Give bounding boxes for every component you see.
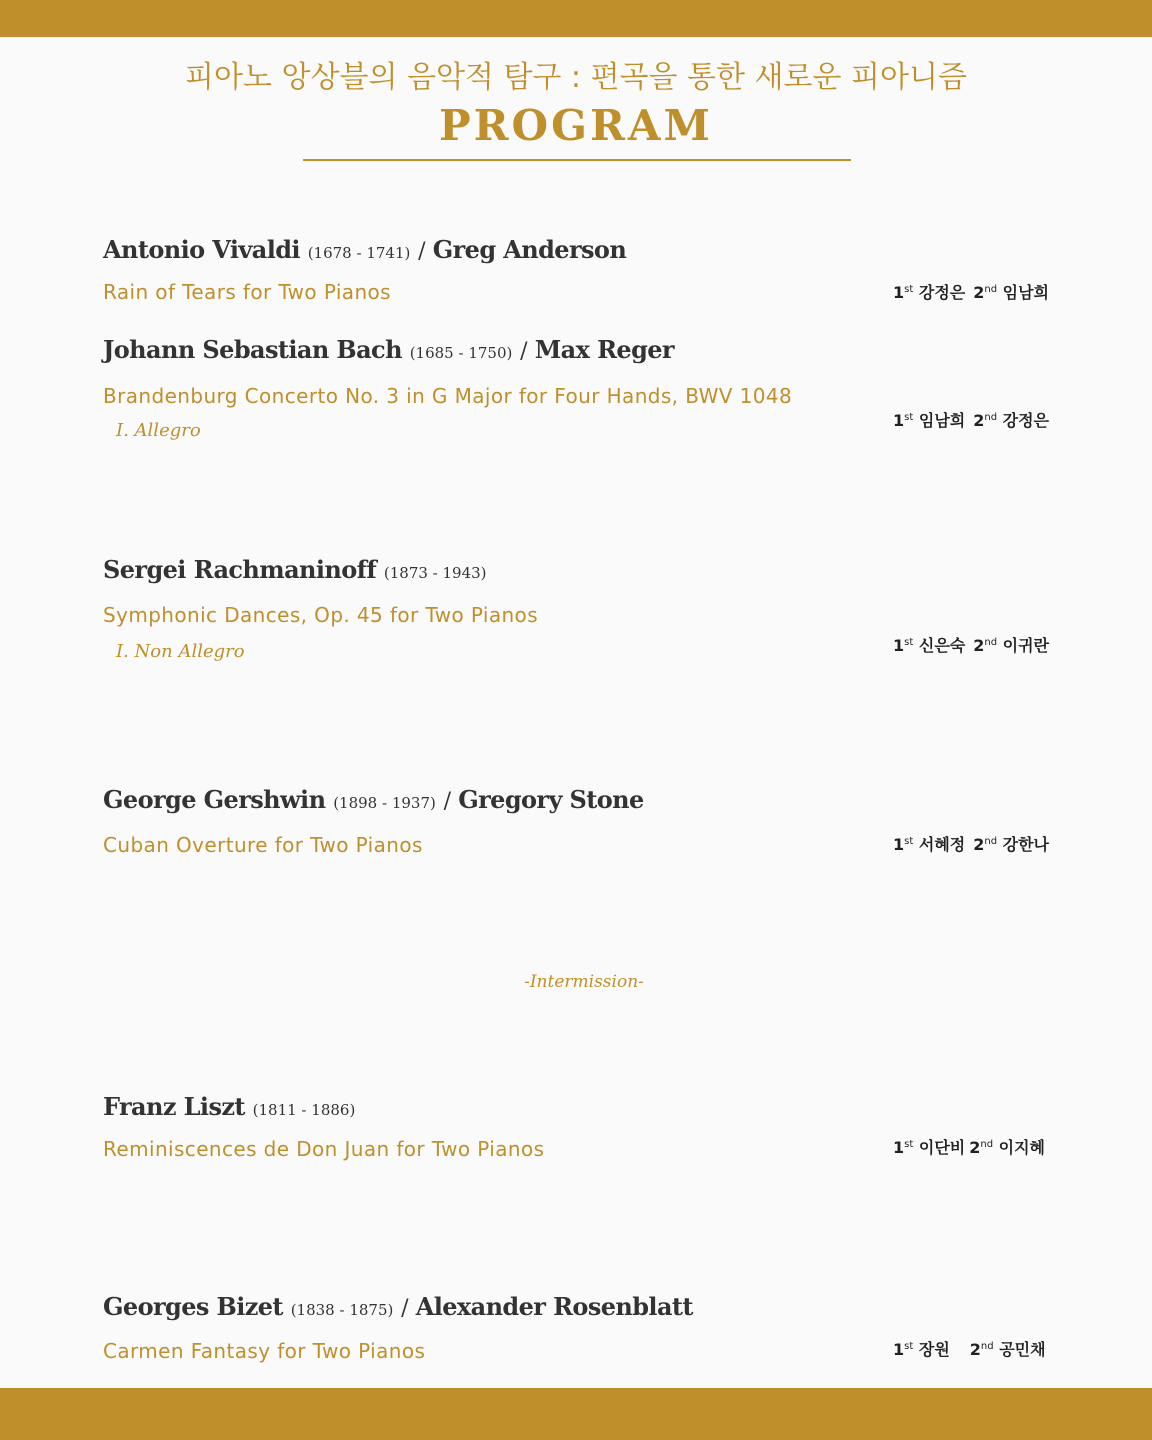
first-piano-performer: 장원 xyxy=(918,1340,950,1359)
arranger-name: Greg Anderson xyxy=(432,235,627,264)
second-piano-label: 2 xyxy=(973,835,985,854)
piece-1-composer-line xyxy=(103,234,626,269)
piece-3-work-title: Symphonic Dances, Op. 45 for Two Pianos xyxy=(103,603,539,627)
composer-years: (1873 - 1943) xyxy=(383,564,487,582)
second-piano-performer: 강정은 xyxy=(1002,411,1050,430)
composer-name: Georges Bizet xyxy=(103,1292,283,1321)
piece-6-performers xyxy=(893,1338,1046,1362)
arranger-separator: / xyxy=(520,339,527,364)
composer-name: Franz Liszt xyxy=(103,1092,245,1121)
composer-years: (1811 - 1886) xyxy=(252,1101,356,1119)
composer-years: (1898 - 1937) xyxy=(333,794,436,812)
first-piano-ordinal: st xyxy=(904,284,914,295)
first-piano-ordinal: st xyxy=(904,412,914,423)
piece-5-work-title: Reminiscences de Don Juan for Two Pianos xyxy=(103,1137,545,1161)
composer-years: (1685 - 1750) xyxy=(409,344,513,362)
first-piano-ordinal: st xyxy=(904,1139,914,1150)
composer-name: Antonio Vivaldi xyxy=(103,235,300,264)
piece-3-performers xyxy=(893,634,1049,658)
composer-name: George Gershwin xyxy=(103,785,326,814)
second-piano-label: 2 xyxy=(973,636,985,655)
first-piano-label: 1 xyxy=(893,411,905,430)
first-piano-ordinal: st xyxy=(904,1341,914,1352)
piece-4-composer-line xyxy=(103,784,644,819)
first-piano-label: 1 xyxy=(893,1138,905,1157)
first-piano-label: 1 xyxy=(893,835,905,854)
first-piano-performer: 신은숙 xyxy=(918,636,966,655)
bottom-band xyxy=(0,1388,1152,1440)
piece-5-performers xyxy=(893,1136,1045,1160)
composer-name: Sergei Rachmaninoff xyxy=(103,555,377,584)
first-piano-ordinal: st xyxy=(904,637,914,648)
concert-subtitle: 피아노 앙상블의 음악적 탐구 : 편곡을 통한 새로운 피아니즘 xyxy=(185,60,967,95)
page-title: PROGRAM xyxy=(439,101,713,150)
first-piano-label: 1 xyxy=(893,1340,905,1359)
piece-1-work-title: Rain of Tears for Two Pianos xyxy=(103,280,391,304)
arranger-separator: / xyxy=(418,239,425,264)
piece-2-performers xyxy=(893,409,1049,433)
first-piano-performer: 강정은 xyxy=(918,283,966,302)
arranger-name: Gregory Stone xyxy=(458,785,644,814)
first-piano-performer: 이단비 xyxy=(918,1138,966,1157)
second-piano-performer: 임남희 xyxy=(1002,283,1050,302)
piece-2-movement: I. Allegro xyxy=(116,420,201,441)
arranger-name: Max Reger xyxy=(534,335,674,364)
piece-3-composer-line xyxy=(103,554,487,589)
second-piano-performer: 이지혜 xyxy=(998,1138,1046,1157)
piece-4-performers xyxy=(893,833,1049,857)
title-underline xyxy=(303,159,851,161)
second-piano-performer: 공민채 xyxy=(999,1340,1046,1359)
composer-name: Johann Sebastian Bach xyxy=(103,335,402,364)
first-piano-ordinal: st xyxy=(904,836,914,847)
arranger-separator: / xyxy=(443,789,451,814)
second-piano-ordinal: nd xyxy=(984,284,998,295)
intermission-label: -Intermission- xyxy=(524,972,644,992)
second-piano-ordinal: nd xyxy=(984,412,998,423)
first-piano-label: 1 xyxy=(893,636,905,655)
second-piano-label: 2 xyxy=(973,283,985,302)
piece-6-work-title: Carmen Fantasy for Two Pianos xyxy=(103,1339,426,1363)
second-piano-ordinal: nd xyxy=(984,637,998,648)
piece-5-composer-line xyxy=(103,1091,355,1126)
arranger-name: Alexander Rosenblatt xyxy=(415,1292,693,1321)
second-piano-ordinal: nd xyxy=(984,836,998,847)
composer-years: (1678 - 1741) xyxy=(307,244,411,262)
second-piano-label: 2 xyxy=(973,411,985,430)
second-piano-ordinal: nd xyxy=(980,1139,994,1150)
second-piano-performer: 강한나 xyxy=(1002,835,1050,854)
piece-3-movement: I. Non Allegro xyxy=(116,641,245,662)
piece-2-work-title: Brandenburg Concerto No. 3 in G Major for Four Hands, BWV 1048 xyxy=(103,384,793,408)
first-piano-label: 1 xyxy=(893,283,905,302)
first-piano-performer: 서혜정 xyxy=(918,835,966,854)
piece-2-composer-line xyxy=(103,334,674,369)
piece-1-performers xyxy=(893,281,1049,305)
second-piano-label: 2 xyxy=(969,1340,981,1359)
composer-years: (1838 - 1875) xyxy=(290,1301,394,1319)
first-piano-performer: 임남희 xyxy=(918,411,966,430)
second-piano-label: 2 xyxy=(969,1138,981,1157)
piece-4-work-title: Cuban Overture for Two Pianos xyxy=(103,833,423,857)
arranger-separator: / xyxy=(401,1296,408,1321)
second-piano-ordinal: nd xyxy=(980,1341,994,1352)
second-piano-performer: 이귀란 xyxy=(1002,636,1050,655)
top-band xyxy=(0,0,1152,37)
piece-6-composer-line xyxy=(103,1291,693,1326)
